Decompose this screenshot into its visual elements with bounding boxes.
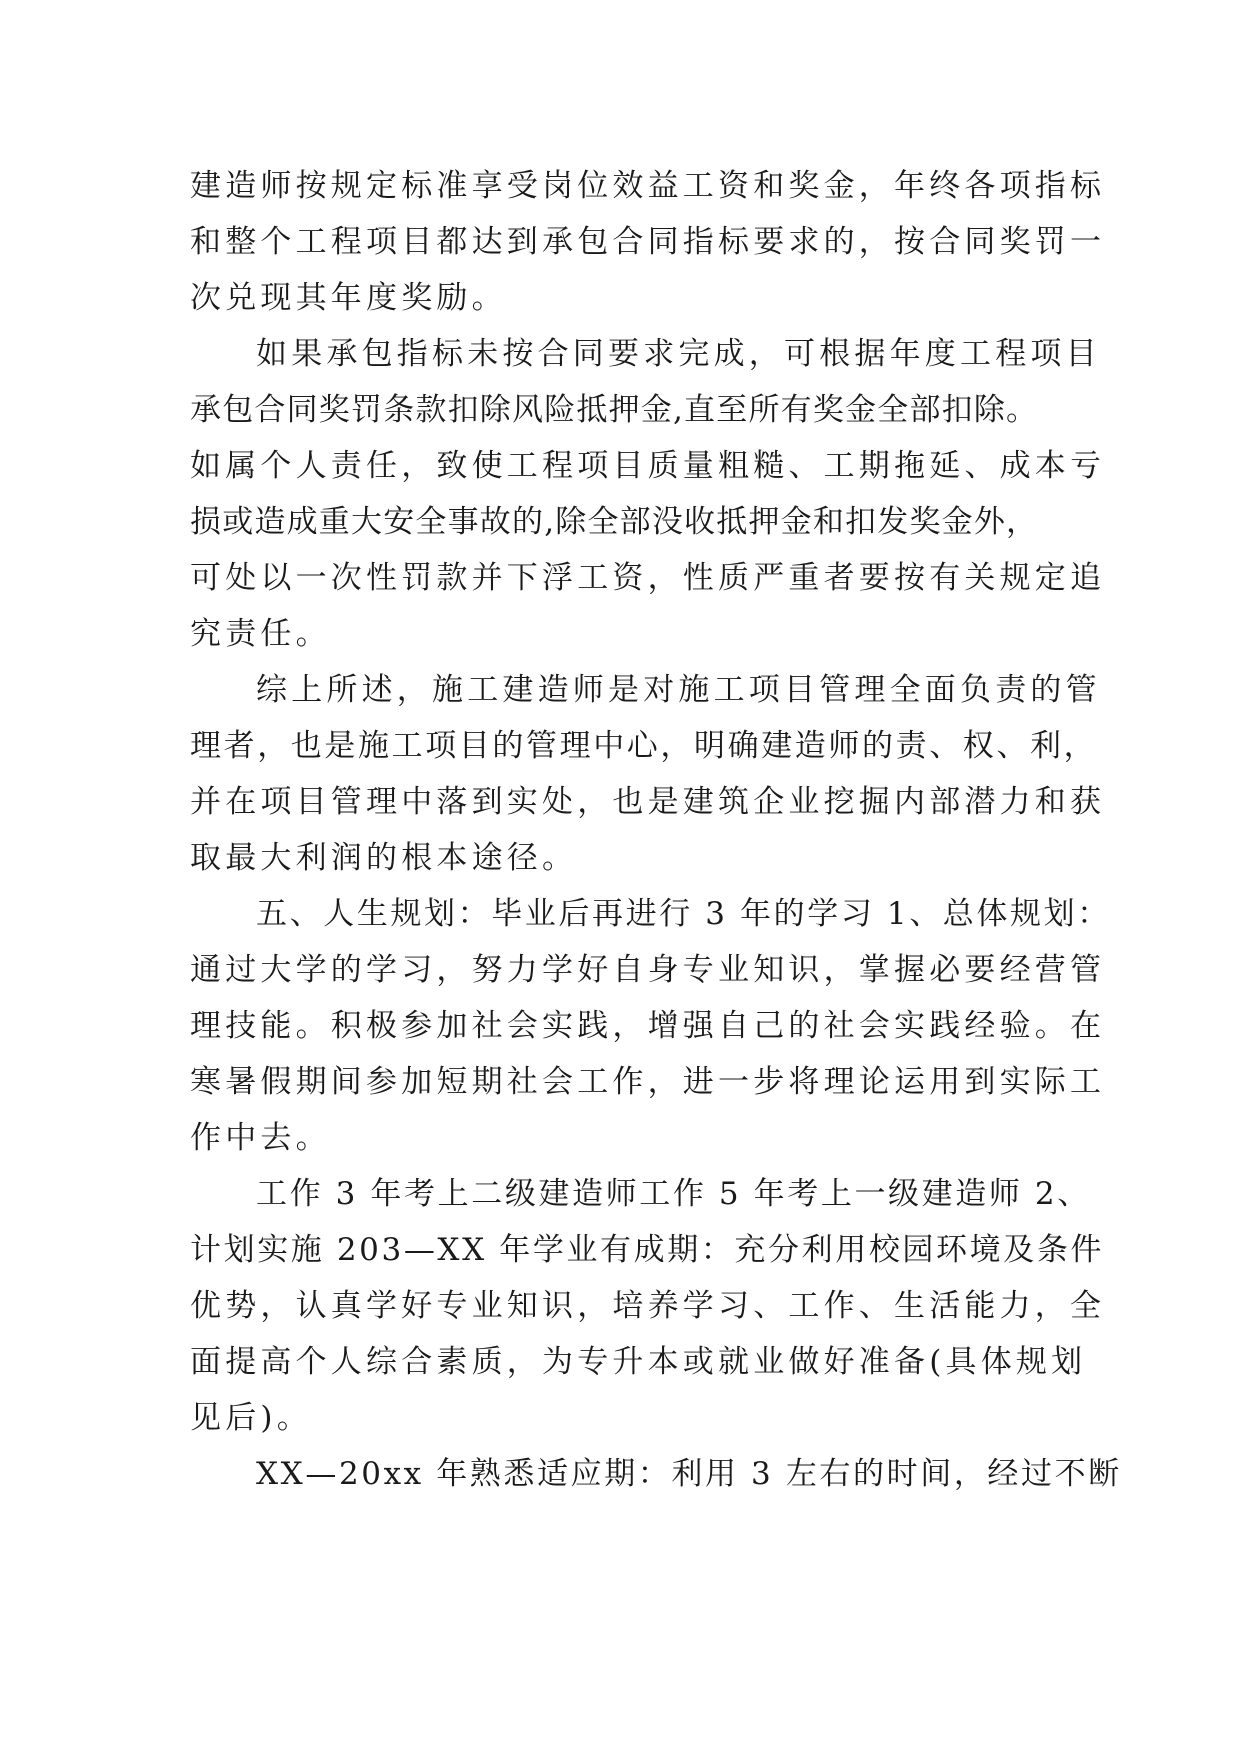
text-line: 和整个工程项目都达到承包合同指标要求的，按合同奖罚一: [190, 224, 1106, 260]
text-line: 见后)。: [190, 1400, 312, 1436]
text-line: 损或造成重大安全事故的,除全部没收抵押金和扣发奖金外，: [190, 504, 1039, 540]
text-line: 优势，认真学好专业知识，培养学习、工作、生活能力，全: [190, 1288, 1106, 1324]
text-line: 理者，也是施工项目的管理中心，明确建造师的责、权、利，: [190, 728, 1098, 764]
text-line: 并在项目管理中落到实处，也是建筑企业挖掘内部潜力和获: [190, 784, 1106, 820]
paragraph-first-line: 五、人生规划：毕业后再进行 3 年的学习 1、总体规划：: [256, 896, 1111, 932]
text-line: 理技能。积极参加社会实践，增强自己的社会实践经验。在: [190, 1008, 1106, 1044]
text-line: 作中去。: [190, 1120, 331, 1156]
text-line: 次兑现其年度奖励。: [190, 280, 507, 316]
paragraph-first-line: 综上所述，施工建造师是对施工项目管理全面负责的管: [256, 672, 1101, 708]
paragraph-first-line: 如果承包指标未按合同要求完成，可根据年度工程项目: [256, 336, 1101, 372]
text-line: 究责任。: [190, 616, 331, 652]
text-line: 寒暑假期间参加短期社会工作，进一步将理论运用到实际工: [190, 1064, 1106, 1100]
text-line: 可处以一次性罚款并下浮工资，性质严重者要按有关规定追: [190, 560, 1106, 596]
text-line: 承包合同奖罚条款扣除风险抵押金,直至所有奖金全部扣除。: [190, 392, 1039, 428]
text-line: 如属个人责任，致使工程项目质量粗糙、工期拖延、成本亏: [190, 448, 1106, 484]
paragraph-first-line: XX—20xx 年熟悉适应期：利用 3 左右的时间，经过不断: [256, 1456, 1122, 1492]
text-line: 取最大利润的根本途径。: [190, 840, 578, 876]
paragraph-first-line: 工作 3 年考上二级建造师工作 5 年考上一级建造师 2、: [256, 1176, 1091, 1212]
text-line: 面提高个人综合素质，为专升本或就业做好准备(具体规划: [190, 1344, 1087, 1380]
text-line: 通过大学的学习，努力学好自身专业知识，掌握必要经营管: [190, 952, 1106, 988]
text-line: 建造师按规定标准享受岗位效益工资和奖金，年终各项指标: [190, 168, 1106, 204]
text-line: 计划实施 203—XX 年学业有成期：充分利用校园环境及条件: [190, 1232, 1105, 1268]
